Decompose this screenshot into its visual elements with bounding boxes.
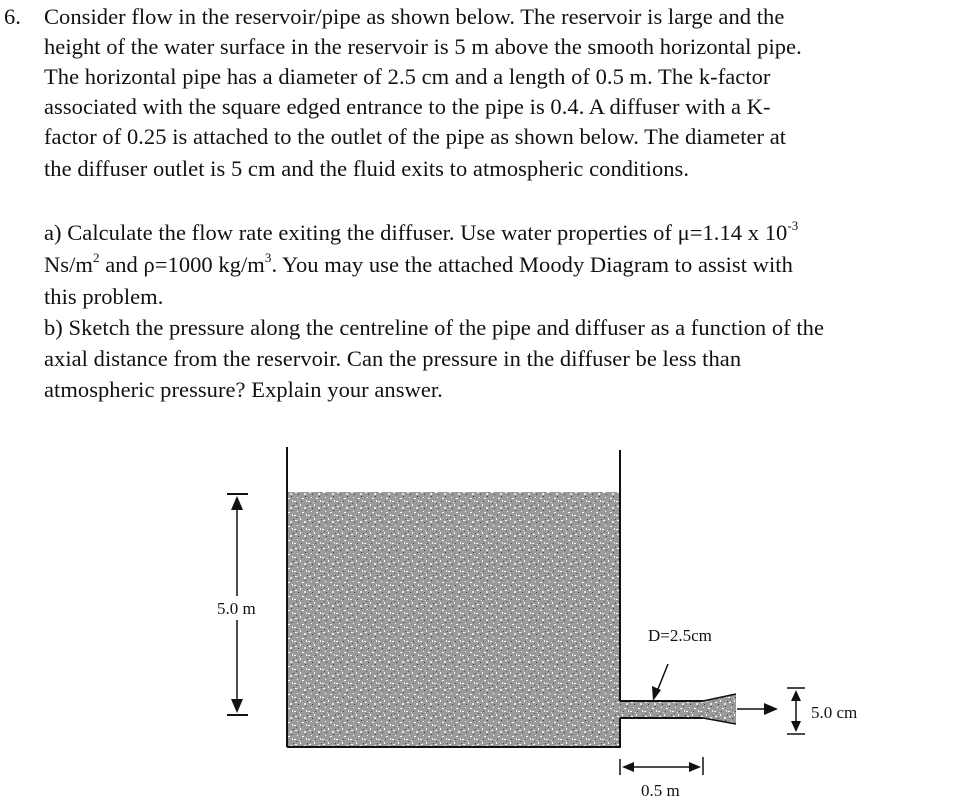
part-a-line-1 [44,218,798,248]
height-dim-arrow-down [231,699,243,713]
outlet-diameter-label: 5.0 cm [811,703,858,722]
height-label: 5.0 m [217,599,256,618]
pipe-diameter-leader-head [652,686,661,701]
intro-line-5: factor of 0.25 is attached to the outlet of the pipe as shown below. The diameter at [44,124,787,149]
height-dim-arrow-up [231,496,243,510]
part-a-unit-exp-3: 3 [264,249,272,265]
intro-line-2: height of the water surface in the reservoir is 5 m above the smooth horizontal pipe. [44,34,802,59]
pipe-length-label: 0.5 m [641,781,680,800]
part-b-line-3: atmospheric pressure? Explain your answer. [44,377,443,402]
intro-line-1: Consider flow in the reservoir/pipe as shown below. The reservoir is large and the [44,4,785,29]
flow-arrow-head [764,703,778,715]
reservoir-water [288,492,619,746]
part-a-line-3: this problem. [44,284,164,309]
part-a-line-1-text: a) Calculate the flow rate exiting the diffuser. Use water properties of μ=1.14 x 10 [44,220,788,245]
problem-number: 6. [4,4,21,29]
pipe-diameter-label: D=2.5cm [648,626,712,645]
length-dim-arrow-right [689,762,701,772]
diffuser-bottom-wall [703,718,736,724]
part-b-line-1: b) Sketch the pressure along the centreline of the pipe and diffuser as a function of the [44,315,825,340]
pipe-water [619,701,703,718]
part-a-exponent: -3 [787,217,799,233]
part-a-unit-ns: Ns/m [44,252,93,277]
outlet-dim-arrow-down [791,721,801,732]
part-a-density: and ρ=1000 kg/m [99,252,265,277]
intro-line-3: The horizontal pipe has a diameter of 2.5 cm and a length of 0.5 m. The k-factor [44,64,771,89]
pipe-diameter-leader [656,664,668,694]
part-b-line-2: axial distance from the reservoir. Can the pressure in the diffuser be less than [44,346,742,371]
intro-line-4: associated with the square edged entrance to the pipe is 0.4. A diffuser with a K- [44,94,771,119]
part-a-moody: . You may use the attached Moody Diagram to assist with [271,252,793,277]
diffuser-top-wall [703,694,736,701]
outlet-dim-arrow-up [791,690,801,701]
diffuser-water [703,694,736,724]
part-a-line-2 [44,250,793,280]
part-a-unit-exp-2: 2 [92,249,100,265]
length-dim-arrow-left [622,762,634,772]
intro-line-6: the diffuser outlet is 5 cm and the fluid exits to atmospheric conditions. [44,156,690,181]
